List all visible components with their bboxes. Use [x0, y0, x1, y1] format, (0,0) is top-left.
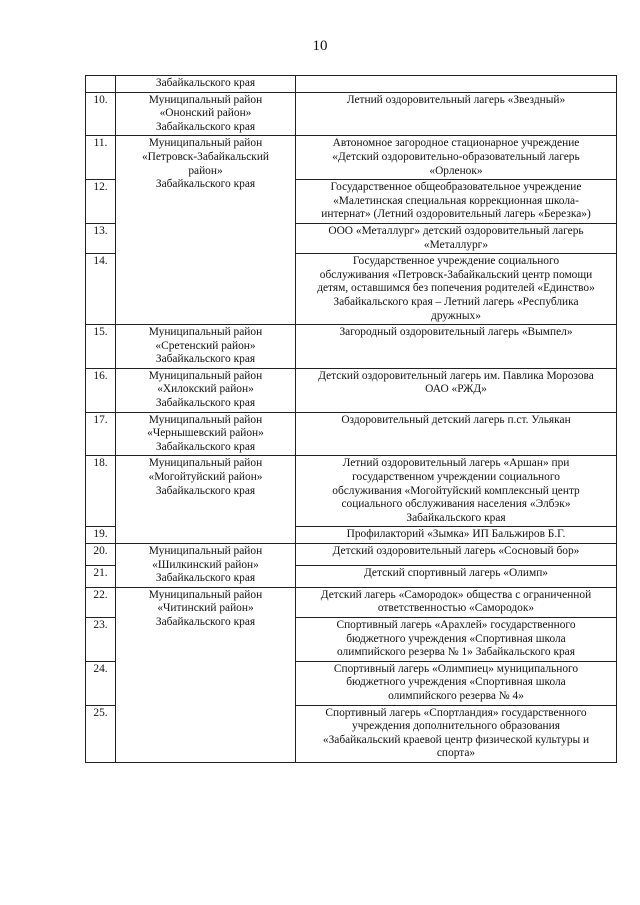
table-row	[86, 92, 617, 136]
camp-line: Детский оздоровительный лагерь им. Павлика Морозова	[318, 369, 594, 382]
camp-line: «Малетинская специальная коррекционная школа-	[333, 194, 579, 207]
district-line: «Чернышевский район»	[147, 427, 264, 440]
district-line: «Могойтуйский район»	[148, 471, 263, 484]
camp-line: ОАО «РЖД»	[425, 383, 487, 396]
camp-line: олимпийского резерва № 1» Забайкальского края	[337, 646, 575, 659]
camp-cell	[296, 368, 617, 412]
camp-line: «Орленок»	[429, 164, 483, 177]
district-line: Муниципальный район	[148, 588, 263, 601]
district-line: «Петровск-Забайкальский	[141, 150, 270, 163]
district-line: Забайкальского края	[155, 397, 256, 410]
district-line: Забайкальского края	[155, 77, 256, 89]
camp-line: Детский спортивный лагерь «Олимп»	[363, 566, 548, 579]
district-line: район»	[188, 164, 223, 177]
camp-line: ООО «Металлург» детский оздоровительный лагерь	[328, 224, 584, 237]
camp-cell	[296, 705, 617, 762]
camp-cell	[296, 325, 617, 369]
district-line: «Ононский район»	[159, 107, 252, 120]
district-line: Муниципальный район	[148, 545, 263, 557]
camp-cell	[296, 76, 617, 93]
camp-line: Спортивный лагерь «Арахлей» государственного	[336, 618, 576, 631]
district-line: Забайкальского края	[155, 572, 256, 585]
district-line: Забайкальского края	[155, 353, 256, 366]
camp-cell	[296, 92, 617, 136]
camp-line: «Забайкальский краевой центр физической культуры и	[322, 733, 590, 746]
district-line: «Читинский район»	[157, 602, 254, 615]
camp-line: ответственностью «Самородок»	[377, 602, 535, 615]
camp-line: «Металлург»	[423, 238, 489, 251]
camp-line: Летний оздоровительный лагерь «Аршан» при	[342, 457, 570, 470]
camp-line: олимпийского резерва № 4»	[388, 689, 524, 702]
camp-line: дружных»	[431, 309, 481, 322]
table-row	[86, 136, 617, 180]
row-number: 11.	[86, 136, 116, 180]
row-number: 13.	[86, 223, 116, 253]
district-line: Муниципальный район	[148, 326, 263, 339]
camp-line: социального обслуживания населения «Элбэк»	[341, 498, 571, 511]
camp-line: Автономное загородное стационарное учреждение	[332, 137, 580, 150]
camp-line: интернат» (Летний оздоровительный лагерь «Березка»)	[321, 208, 591, 221]
camp-cell	[296, 254, 617, 325]
district-cell	[116, 325, 296, 369]
district-line: «Хилокский район»	[157, 383, 254, 396]
district-cell	[116, 76, 296, 93]
row-number: 12.	[86, 180, 116, 224]
camp-line: детям, оставшимся без попечения родителей «Единство»	[317, 282, 595, 295]
camp-line: Государственное учреждение социального	[352, 255, 560, 268]
district-cell	[116, 412, 296, 456]
camp-line: Детский оздоровительный лагерь «Сосновый бор»	[332, 545, 580, 557]
row-number: 20.	[86, 544, 116, 566]
district-line: Муниципальный район	[148, 137, 263, 150]
camp-line: Загородный оздоровительный лагерь «Вымпел»	[339, 326, 573, 339]
camp-line: учреждения дополнительного образования	[352, 720, 560, 733]
camp-cell	[296, 661, 617, 705]
district-line: Забайкальского края	[155, 484, 256, 497]
district-line: Забайкальского края	[155, 615, 256, 628]
table-row	[86, 412, 617, 456]
camp-cell	[296, 565, 617, 587]
district-line: Забайкальского края	[155, 440, 256, 453]
table-row	[86, 368, 617, 412]
row-number: 21.	[86, 565, 116, 587]
district-line: «Сретенский район»	[155, 339, 256, 352]
camp-line: Забайкальского края	[406, 511, 506, 524]
district-cell	[116, 544, 296, 588]
district-line: Муниципальный район	[148, 93, 263, 106]
district-cell	[116, 136, 296, 325]
camp-line: бюджетного учреждения «Спортивная школа	[346, 632, 566, 645]
row-number: 17.	[86, 412, 116, 456]
district-line: Муниципальный район	[148, 457, 263, 470]
camp-cell	[296, 136, 617, 180]
camp-cell	[296, 456, 617, 527]
camp-line: обслуживания «Петровск-Забайкальский центр помощи	[319, 268, 593, 281]
row-number: 15.	[86, 325, 116, 369]
row-number: 25.	[86, 705, 116, 762]
camp-line: Летний оздоровительный лагерь «Звездный»	[346, 93, 566, 106]
row-number: 22.	[86, 587, 116, 617]
camp-cell	[296, 587, 617, 617]
camp-line: Оздоровительный детский лагерь п.ст. Ульякан	[341, 413, 571, 426]
row-number	[86, 76, 116, 93]
camp-cell	[296, 412, 617, 456]
table-row	[86, 76, 617, 93]
camp-cell	[296, 617, 617, 661]
district-cell	[116, 368, 296, 412]
camp-line: Забайкальского края – Летний лагерь «Республика	[333, 295, 579, 308]
table-row	[86, 456, 617, 527]
row-number: 10.	[86, 92, 116, 136]
camps-table	[85, 75, 617, 763]
camp-line: Детский лагерь «Самородок» общества с ограниченной	[320, 588, 592, 601]
camp-line: Государственное общеобразовательное учреждение	[330, 181, 582, 194]
district-cell	[116, 92, 296, 136]
district-cell	[116, 587, 296, 762]
district-line: «Шилкинский район»	[152, 558, 259, 571]
table-row	[86, 325, 617, 369]
camp-cell	[296, 223, 617, 253]
row-number: 24.	[86, 661, 116, 705]
row-number: 14.	[86, 254, 116, 325]
row-number: 16.	[86, 368, 116, 412]
camp-line: бюджетного учреждения «Спортивная школа	[346, 676, 566, 689]
camp-line: «Детский оздоровительно-образовательный лагерь	[332, 150, 580, 163]
table-row	[86, 587, 617, 617]
row-number: 23.	[86, 617, 116, 661]
table-row	[86, 544, 617, 566]
camp-line: обслуживания «Могойтуйский комплексный центр	[332, 484, 580, 497]
district-line: Забайкальского края	[155, 120, 256, 133]
camp-line: Спортивный лагерь «Спортландия» государственного	[325, 706, 587, 719]
camp-cell	[296, 527, 617, 544]
camp-line: Спортивный лагерь «Олимпиец» муниципального	[333, 662, 579, 675]
camp-cell	[296, 544, 617, 566]
row-number: 19.	[86, 527, 116, 544]
row-number: 18.	[86, 456, 116, 527]
page-number: 10	[312, 38, 328, 54]
camp-line: Профилакторий «Зымка» ИП Бальжиров Б.Г.	[346, 528, 566, 541]
camp-line: государственном учреждении социального	[352, 471, 560, 484]
district-cell	[116, 456, 296, 544]
camp-line: спорта»	[436, 747, 476, 760]
district-line: Забайкальского края	[155, 178, 256, 191]
district-line: Муниципальный район	[148, 369, 263, 382]
camp-cell	[296, 180, 617, 224]
district-line: Муниципальный район	[148, 413, 263, 426]
